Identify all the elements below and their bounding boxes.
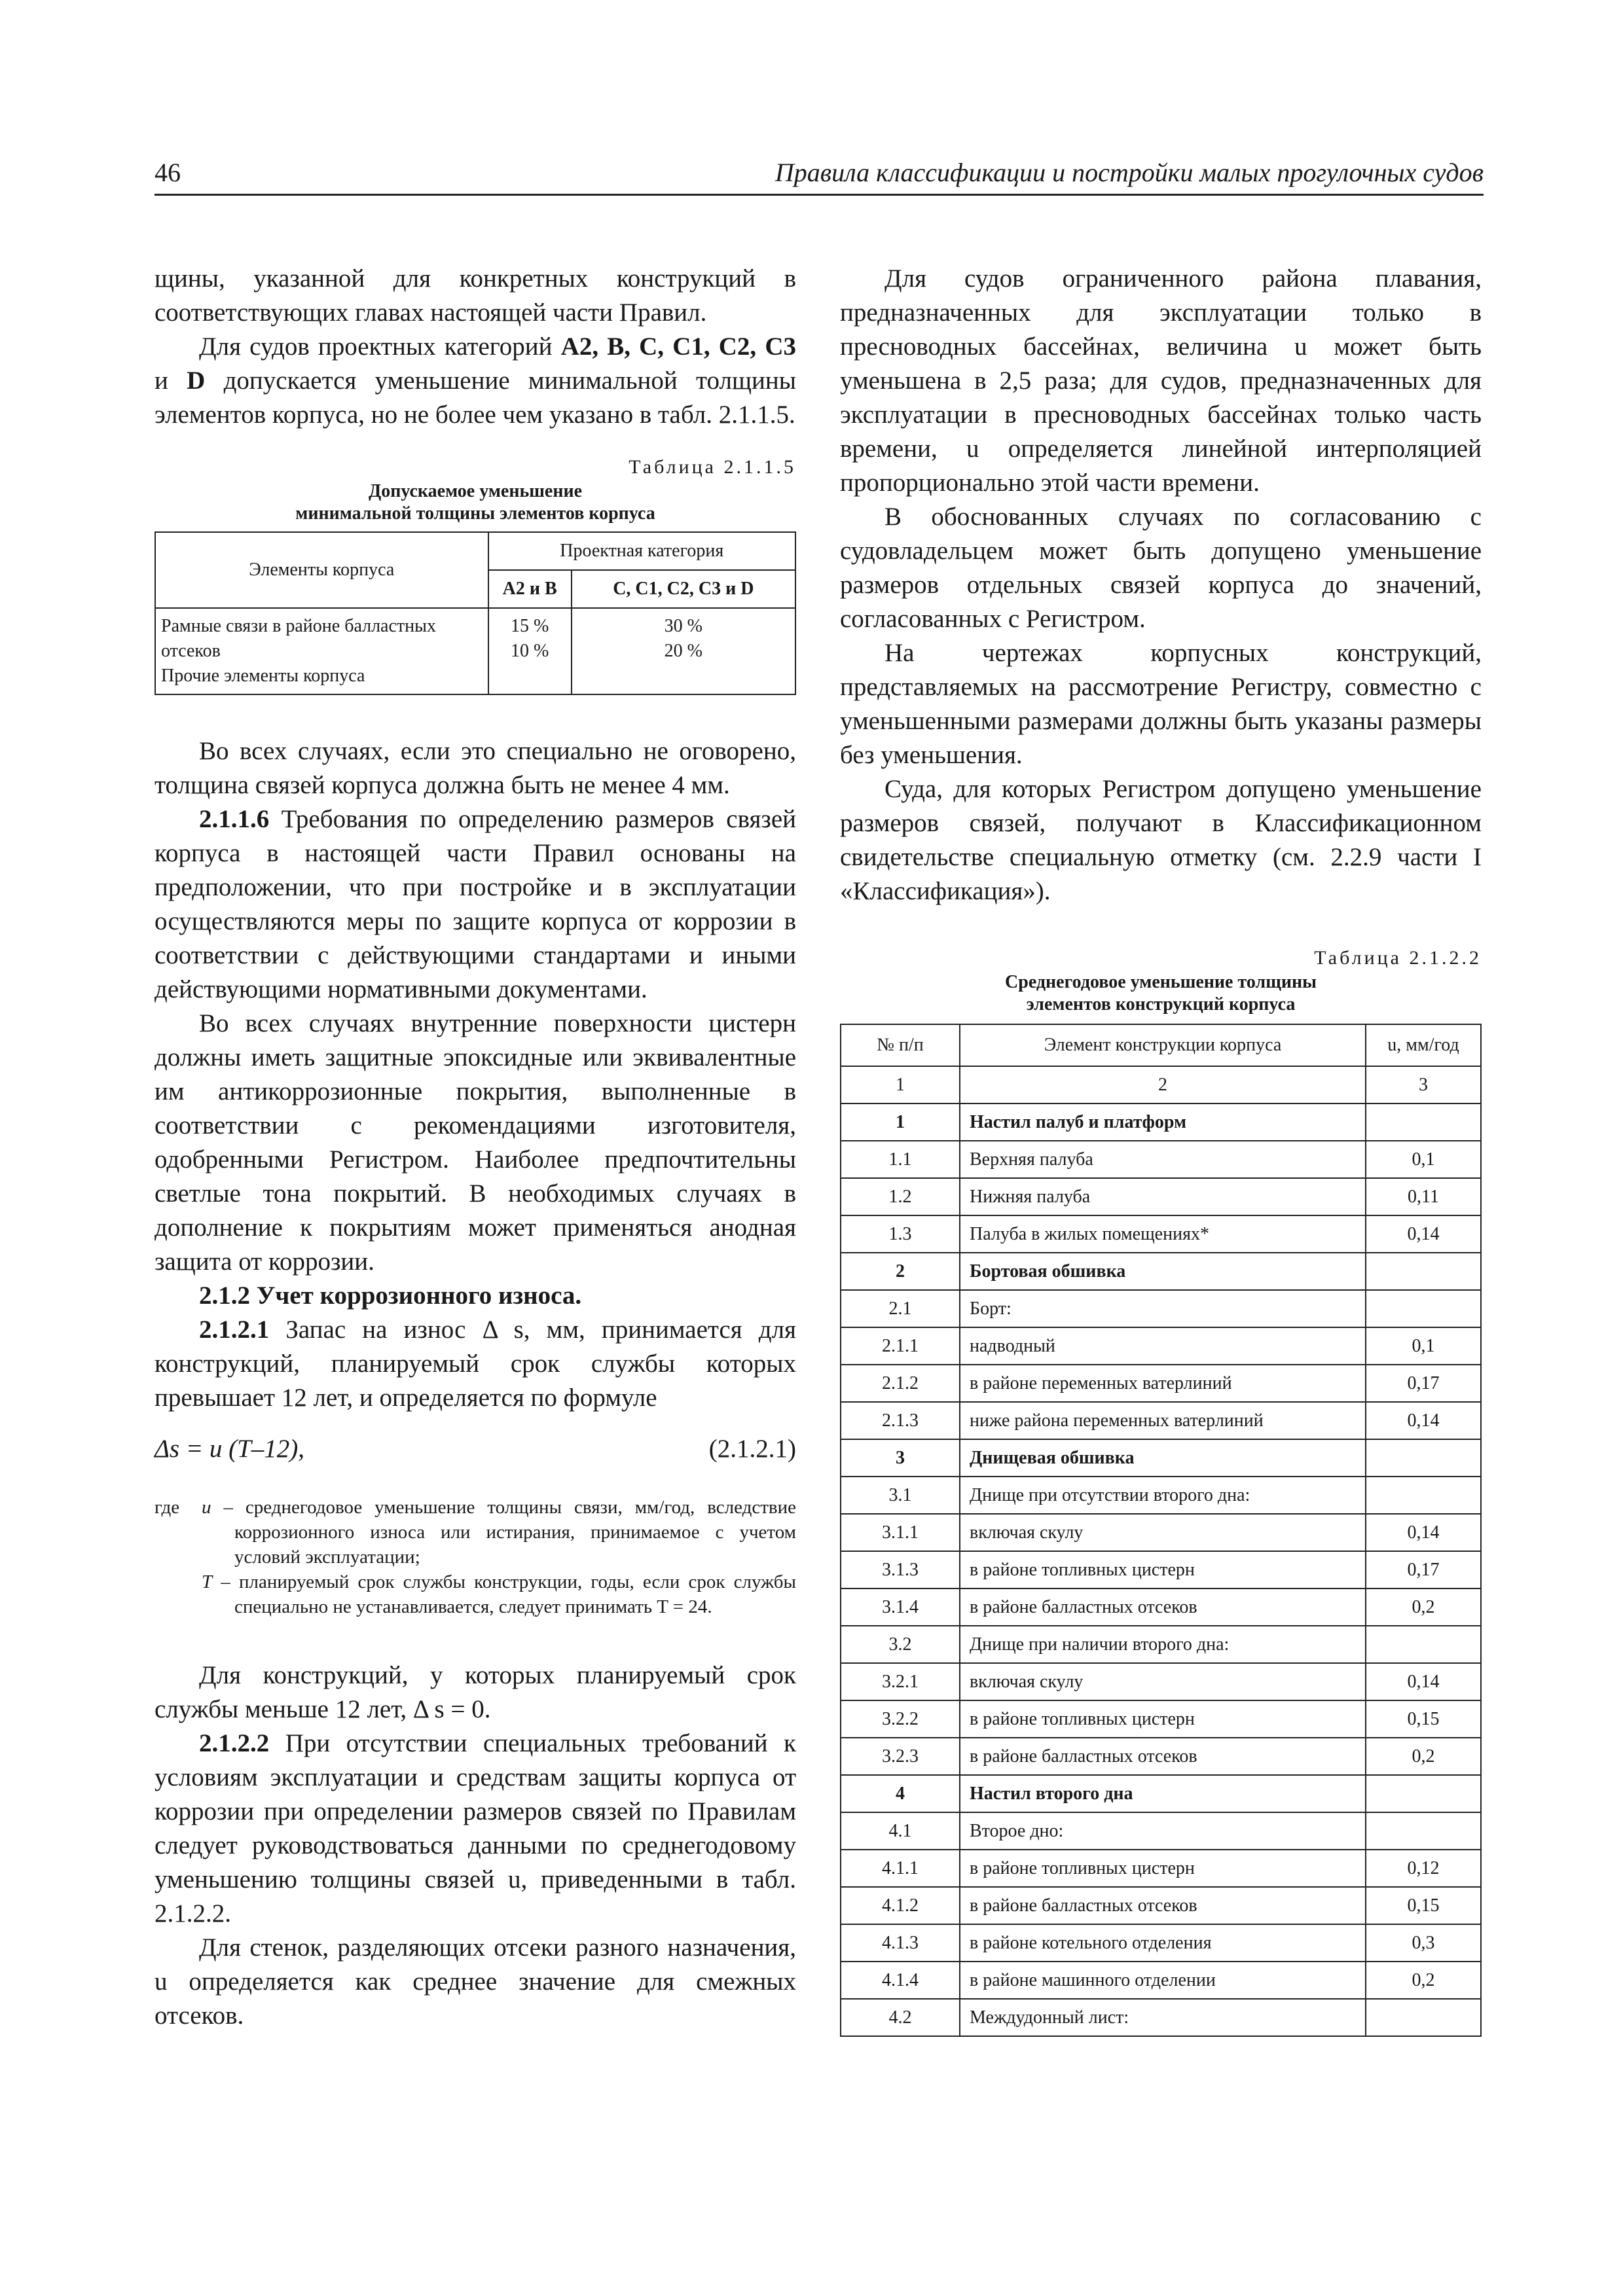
- paragraph: В обоснованных случаях по согласованию с судовладельцем может быть допущено уменьшение размеров отдельных связей корпуса до значений, согласованных с Регистром.: [840, 503, 1482, 633]
- row-element: ниже района переменных ватерлиний: [960, 1402, 1366, 1439]
- row-rate: [1366, 1999, 1481, 2036]
- col-header-rate: u, мм/год: [1366, 1024, 1481, 1066]
- row-rate: 0,1: [1366, 1327, 1481, 1365]
- row-number: 4.1.1: [841, 1850, 960, 1887]
- row-element: в районе котельного отделения: [960, 1924, 1366, 1962]
- paragraph: Во всех случаях внутренние поверхности цистерн должны иметь защитные эпоксидные или эквивалентные им антикоррозионные покрытия, выполненные в соответствии с рекомендациями изготовителя, одобренными Регистром. Наиболее предпочтительны светлые тона покрытий. В необходимых случаях в дополнение к покрытиям может применяться анодная защита от коррозии.: [155, 1009, 796, 1276]
- row-rate: [1366, 1812, 1481, 1850]
- row-element: в районе переменных ватерлиний: [960, 1365, 1366, 1402]
- row-element: Бортовая обшивка: [960, 1253, 1366, 1290]
- table-row: [841, 1215, 1481, 1253]
- col-header-elements: Элементы корпуса: [155, 532, 488, 608]
- row-number: 3.2.3: [841, 1738, 960, 1775]
- row-number: 3.1: [841, 1477, 960, 1514]
- row-number: 4: [841, 1775, 960, 1812]
- row-number: 3.2: [841, 1626, 960, 1663]
- row-number: 3.1.3: [841, 1551, 960, 1588]
- table-title: Допускаемое уменьшение минимальной толщины элементов корпуса: [295, 481, 655, 524]
- col-index: 3: [1366, 1066, 1481, 1103]
- table-row: [841, 1439, 1481, 1477]
- legend-u: u – среднегодовое уменьшение толщины связи, мм/год, вследствие коррозионного износа или истирания, принимаемое с учетом условий эксплуатации;: [202, 1497, 796, 1568]
- row-element: Настил палуб и платформ: [960, 1103, 1366, 1141]
- table-row: [841, 1365, 1481, 1402]
- table-row: [841, 1924, 1481, 1962]
- row-number: 2: [841, 1253, 960, 1290]
- table-row: [841, 1141, 1481, 1178]
- paragraph: Для судов проектных категорий A2, B, C, C1, C2, C3 и D допускается уменьшение минимальной толщины элементов корпуса, но не более чем указано в табл. 2.1.1.5.: [155, 332, 796, 429]
- row-number: 2.1.3: [841, 1402, 960, 1439]
- running-title: Правила классификации и постройки малых прогулочных судов: [775, 158, 1484, 187]
- page-number: 46: [155, 158, 181, 187]
- table-row: [841, 1327, 1481, 1365]
- values-c-d: 30 % 20 %: [572, 608, 795, 694]
- thickness-reduction-table: [155, 531, 796, 695]
- row-element: Верхняя палуба: [960, 1141, 1366, 1178]
- row-element: в районе топливных цистерн: [960, 1551, 1366, 1588]
- table-body: [841, 1103, 1481, 2036]
- row-rate: [1366, 1439, 1481, 1477]
- row-rate: 0,2: [1366, 1738, 1481, 1775]
- row-number: 1: [841, 1103, 960, 1141]
- table-row: [841, 1962, 1481, 1999]
- row-rate: [1366, 1477, 1481, 1514]
- row-element: в районе машинного отделении: [960, 1962, 1366, 1999]
- table-row: [841, 1103, 1481, 1141]
- row-rate: 0,11: [1366, 1178, 1481, 1215]
- legend-t: T – планируемый срок службы конструкции, годы, если срок службы специально не устанавливается, следует принимать T = 24.: [202, 1571, 796, 1617]
- row-element: Борт:: [960, 1290, 1366, 1327]
- row-element: Днищевая обшивка: [960, 1439, 1366, 1477]
- row-number: 1.1: [841, 1141, 960, 1178]
- col-header-category: Проектная категория: [488, 532, 795, 570]
- row-number: 3.2.2: [841, 1700, 960, 1738]
- section-heading: 2.1.2 Учет коррозионного износа.: [199, 1282, 582, 1310]
- row-element: в районе топливных цистерн: [960, 1700, 1366, 1738]
- row-rate: [1366, 1775, 1481, 1812]
- row-rate: 0,2: [1366, 1962, 1481, 1999]
- row-number: 4.1.4: [841, 1962, 960, 1999]
- row-number: 4.2: [841, 1999, 960, 2036]
- row-element: в районе балластных отсеков: [960, 1738, 1366, 1775]
- col-header-element: Элемент конструкции корпуса: [960, 1024, 1366, 1066]
- table-row: [841, 1887, 1481, 1924]
- row-rate: 0,3: [1366, 1924, 1481, 1962]
- row-number: 4.1: [841, 1812, 960, 1850]
- row-element: в районе балластных отсеков: [960, 1588, 1366, 1626]
- row-rate: [1366, 1253, 1481, 1290]
- row-rate: 0,15: [1366, 1887, 1481, 1924]
- row-element: Настил второго дна: [960, 1775, 1366, 1812]
- row-number: 3: [841, 1439, 960, 1477]
- row-rate: [1366, 1290, 1481, 1327]
- table-row: [841, 1551, 1481, 1588]
- corrosion-rate-table: [840, 1024, 1482, 2037]
- subheader-c-d: C, C1, C2, C3 и D: [572, 570, 795, 608]
- table-row: [841, 1738, 1481, 1775]
- row-element: включая скулу: [960, 1663, 1366, 1700]
- row-rate: [1366, 1103, 1481, 1141]
- row-rate: 0,14: [1366, 1402, 1481, 1439]
- table-row: [841, 1178, 1481, 1215]
- row-rate: 0,14: [1366, 1215, 1481, 1253]
- col-index: 2: [960, 1066, 1366, 1103]
- paragraph: Во всех случаях, если это специально не оговорено, толщина связей корпуса должна быть не менее 4 мм.: [155, 737, 796, 799]
- row-element: надводный: [960, 1327, 1366, 1365]
- row-rate: 0,17: [1366, 1365, 1481, 1402]
- col-header-number: № п/п: [841, 1024, 960, 1066]
- row-element: Палуба в жилых помещениях*: [960, 1215, 1366, 1253]
- left-column: [155, 262, 796, 2033]
- table-row: [841, 1402, 1481, 1439]
- table-row: [841, 1588, 1481, 1626]
- paragraph: 2.1.1.6 Требования по определению размеров связей корпуса в настоящей части Правил основаны на предположении, что при постройке и в эксплуатации осуществляются меры по защите корпуса от коррозии в соответствии с действующими стандартами и иными действующими нормативными документами.: [155, 805, 796, 1003]
- row-number: 3.2.1: [841, 1663, 960, 1700]
- table-title: Среднегодовое уменьшение толщины элементов конструкций корпуса: [1005, 972, 1317, 1014]
- paragraph: Для стенок, разделяющих отсеки разного назначения, u определяется как среднее значение для смежных отсеков.: [155, 1933, 796, 2030]
- row-number: 4.1.2: [841, 1887, 960, 1924]
- table-row: [841, 1626, 1481, 1663]
- formula-number: (2.1.2.1): [708, 1435, 796, 1463]
- row-rate: 0,2: [1366, 1588, 1481, 1626]
- right-column: [840, 262, 1482, 2037]
- row-number: 3.1.4: [841, 1588, 960, 1626]
- row-rate: 0,14: [1366, 1514, 1481, 1551]
- table-row: [841, 1999, 1481, 2036]
- row-number: 3.1.1: [841, 1514, 960, 1551]
- paragraph: Для конструкций, у которых планируемый срок службы меньше 12 лет, Δ s = 0.: [155, 1661, 796, 1723]
- row-rate: [1366, 1626, 1481, 1663]
- row-element: Междудонный лист:: [960, 1999, 1366, 2036]
- row-rate: 0,12: [1366, 1850, 1481, 1887]
- row-number: 2.1.1: [841, 1327, 960, 1365]
- table-row: [841, 1477, 1481, 1514]
- row-rate: 0,15: [1366, 1700, 1481, 1738]
- col-index: 1: [841, 1066, 960, 1103]
- values-a2-b: 15 % 10 %: [488, 608, 572, 694]
- row-number: 1.2: [841, 1178, 960, 1215]
- row-rate: 0,17: [1366, 1551, 1481, 1588]
- paragraph: щины, указанной для конкретных конструкций в соответствующих главах настоящей части Правил.: [155, 264, 796, 327]
- formula-expression: Δs = u (T–12),: [155, 1435, 305, 1463]
- row-number: 2.1.2: [841, 1365, 960, 1402]
- table-row: [841, 1700, 1481, 1738]
- table-row: [841, 1290, 1481, 1327]
- table-row: [841, 1514, 1481, 1551]
- row-element: в районе топливных цистерн: [960, 1850, 1366, 1887]
- row-labels: Рамные связи в районе балластных отсеков Прочие элементы корпуса: [155, 608, 488, 694]
- row-number: 1.3: [841, 1215, 960, 1253]
- row-rate: 0,1: [1366, 1141, 1481, 1178]
- formula: [155, 1432, 796, 1469]
- paragraph: Для судов ограниченного района плавания, предназначенных для эксплуатации только в пресноводных бассейнах, величина u может быть уменьшена в 2,5 раза; для судов, предназначенных для эксплуатации в пресноводных бассейнах только часть времени, u определяется линейной интерполяцией пропорционально этой части времени.: [840, 264, 1482, 497]
- formula-legend: [155, 1495, 796, 1619]
- row-element: Днище при наличии второго дна:: [960, 1626, 1366, 1663]
- row-element: Днище при отсутствии второго дна:: [960, 1477, 1366, 1514]
- row-rate: 0,14: [1366, 1663, 1481, 1700]
- paragraph: 2.1.2.2 При отсутствии специальных требований к условиям эксплуатации и средствам защиты корпуса от коррозии при определении размеров связей по Правилам следует руководствоваться данными по среднегодовому уменьшению толщины связей u, приведенными в табл. 2.1.2.2.: [155, 1729, 796, 1928]
- subheader-a2-b: A2 и B: [488, 570, 572, 608]
- row-element: в районе балластных отсеков: [960, 1887, 1366, 1924]
- table-row: [841, 1812, 1481, 1850]
- paragraph: На чертежах корпусных конструкций, представляемых на рассмотрение Регистру, совместно с уменьшенными размерами должны быть указаны размеры без уменьшения.: [840, 639, 1482, 769]
- table-row: [841, 1850, 1481, 1887]
- row-number: 2.1: [841, 1290, 960, 1327]
- paragraph: 2.1.2.1 Запас на износ Δ s, мм, принимается для конструкций, планируемый срок службы которых превышает 12 лет, и определяется по формуле: [155, 1316, 796, 1412]
- where-label: где: [155, 1497, 180, 1518]
- row-element: Второе дно:: [960, 1812, 1366, 1850]
- row-element: включая скулу: [960, 1514, 1366, 1551]
- table-row: [841, 1253, 1481, 1290]
- row-number: 4.1.3: [841, 1924, 960, 1962]
- table-row: [841, 1775, 1481, 1812]
- table-row: [841, 1663, 1481, 1700]
- page-header: [155, 152, 1484, 196]
- row-element: Нижняя палуба: [960, 1178, 1366, 1215]
- table-number: Таблица 2.1.1.5: [629, 456, 796, 478]
- table-number: Таблица 2.1.2.2: [1314, 947, 1482, 969]
- paragraph: Суда, для которых Регистром допущено уменьшение размеров связей, получают в Классификационном свидетельстве специальную отметку (см. 2.2.9 части I «Классификация»).: [840, 775, 1482, 905]
